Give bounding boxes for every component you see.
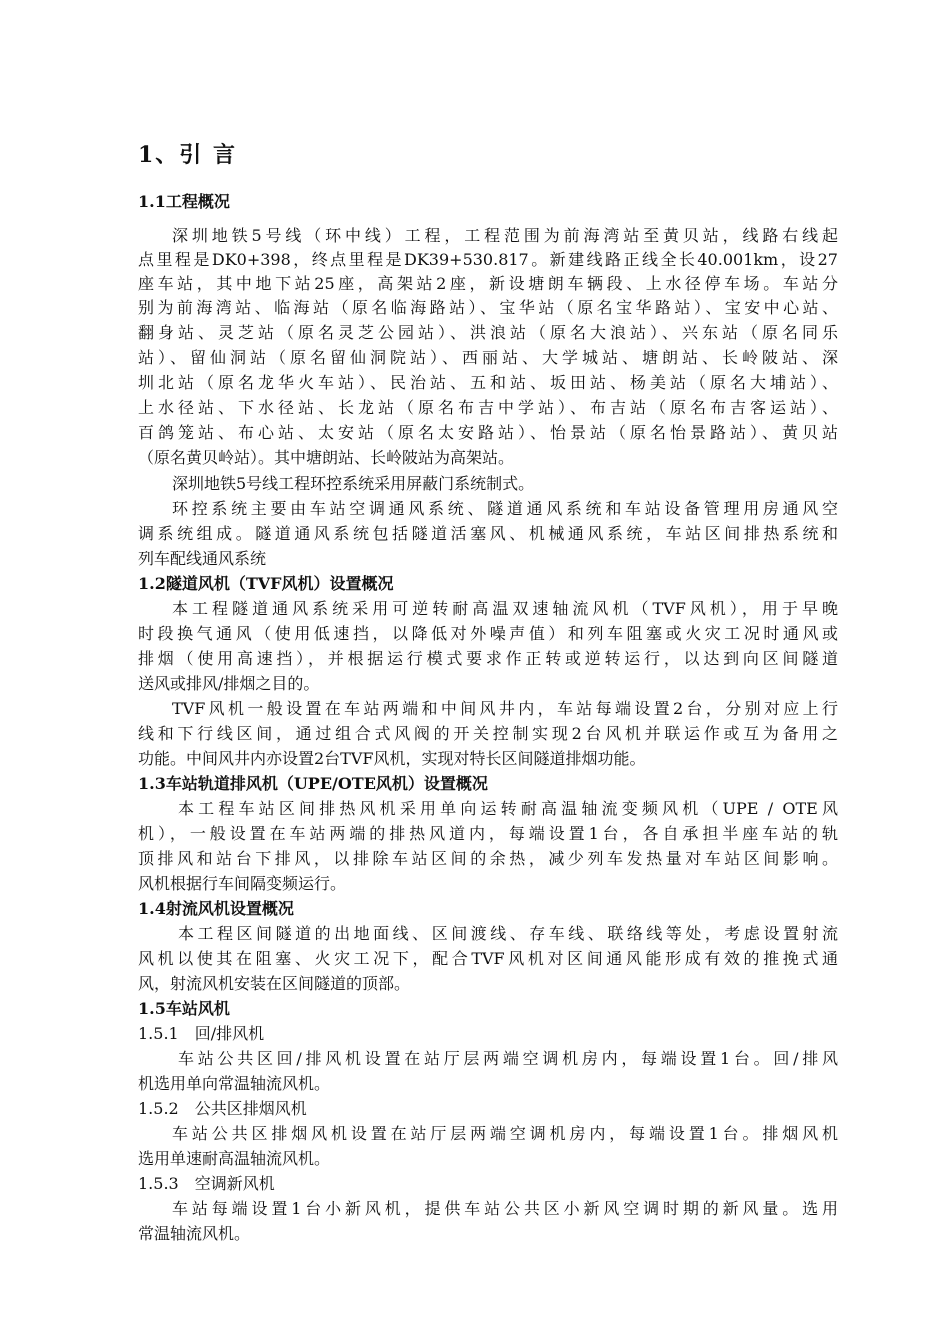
- text-line: 深圳地铁5号线（环中线）工程，工程范围为前海湾站至黄贝站，线路右线起: [172, 226, 838, 245]
- text-line: 调系统组成。隧道通风系统包括隧道活塞风、机械通风系统，车站区间排热系统和: [138, 524, 838, 543]
- text-line: 送风或排风/排烟之目的。: [138, 674, 320, 693]
- text-line: 1.5.2 公共区排烟风机: [138, 1099, 307, 1118]
- text-line: 机选用单向常温轴流风机。: [138, 1074, 331, 1093]
- section-heading: 1.1工程概况: [138, 192, 230, 211]
- text-line: 风，射流风机安装在区间隧道的顶部。: [138, 974, 411, 993]
- text-line: 深圳地铁5号线工程环控系统采用屏蔽门系统制式。: [172, 474, 535, 493]
- text-line: 本工程隧道通风系统采用可逆转耐高温双速轴流风机（TVF风机），用于早晚: [172, 599, 838, 618]
- text-line: 车站公共区回/排风机设置在站厅层两端空调机房内，每端设置1台。回/排风: [178, 1049, 838, 1068]
- text-line: 本工程区间隧道的出地面线、区间渡线、存车线、联络线等处，考虑设置射流: [178, 924, 838, 943]
- text-line: 风机根据行车间隔变频运行。: [138, 874, 347, 893]
- text-line: 车站公共区排烟风机设置在站厅层两端空调机房内，每端设置1台。排烟风机: [172, 1124, 838, 1143]
- text-line: 列车配线通风系统: [138, 549, 267, 568]
- text-line: 时段换气通风（使用低速挡，以降低对外噪声值）和列车阻塞或火灾工况时通风或: [138, 624, 838, 643]
- text-line: 选用单速耐高温轴流风机。: [138, 1149, 331, 1168]
- section-heading: 1.5车站风机: [138, 999, 230, 1018]
- text-line: 常温轴流风机。: [138, 1224, 251, 1243]
- text-line: 座车站，其中地下站25座，高架站2座，新设塘朗车辆段、上水径停车场。车站分: [138, 274, 838, 293]
- chapter-heading: 1、引 言: [138, 142, 237, 168]
- text-line: 排烟（使用高速挡），并根据运行模式要求作正转或逆转运行，以达到向区间隧道: [138, 649, 838, 668]
- text-line: 上水径站、下水径站、长龙站（原名布吉中学站）、布吉站（原名布吉客运站）、: [138, 398, 838, 417]
- text-line: 车站每端设置1台小新风机，提供车站公共区小新风空调时期的新风量。选用: [172, 1199, 838, 1218]
- text-line: TVF风机一般设置在车站两端和中间风井内，车站每端设置2台，分别对应上行: [172, 699, 838, 718]
- section-heading: 1.2隧道风机（TVF风机）设置概况: [138, 574, 394, 593]
- text-line: 风机以使其在阻塞、火灾工况下，配合TVF风机对区间通风能形成有效的推挽式通: [138, 949, 838, 968]
- text-line: 翻身站、灵芝站（原名灵芝公园站）、洪浪站（原名大浪站）、兴东站（原名同乐: [138, 323, 838, 342]
- text-line: 机），一般设置在车站两端的排热风道内，每端设置1台，各自承担半座车站的轨: [138, 824, 838, 843]
- text-line: 点里程是DK0+398，终点里程是DK39+530.817。新建线路正线全长40.001km，设27: [138, 250, 838, 269]
- section-heading: 1.4射流风机设置概况: [138, 899, 294, 918]
- text-line: （原名黄贝岭站）。其中塘朗站、长岭陂站为高架站。: [138, 448, 515, 467]
- text-line: 环控系统主要由车站空调通风系统、隧道通风系统和车站设备管理用房通风空: [172, 499, 838, 518]
- text-line: 圳北站（原名龙华火车站）、民治站、五和站、坂田站、杨美站（原名大埔站）、: [138, 373, 838, 392]
- text-line: 1.5.3 空调新风机: [138, 1174, 275, 1193]
- text-line: 线和下行线区间，通过组合式风阀的开关控制实现2台风机并联运作或互为备用之: [138, 724, 838, 743]
- text-line: 功能。中间风井内亦设置2台TVF风机，实现对特长区间隧道排烟功能。: [138, 749, 646, 768]
- text-line: 百鸽笼站、布心站、太安站（原名太安路站）、怡景站（原名怡景路站）、黄贝站: [138, 423, 838, 442]
- text-line: 1.5.1 回/排风机: [138, 1024, 265, 1043]
- text-line: 本工程车站区间排热风机采用单向运转耐高温轴流变频风机（UPE / OTE风: [178, 799, 838, 818]
- section-heading: 1.3车站轨道排风机（UPE/OTE风机）设置概况: [138, 774, 488, 793]
- text-line: 站）、留仙洞站（原名留仙洞院站）、西丽站、大学城站、塘朗站、长岭陂站、深: [138, 348, 838, 367]
- text-line: 别为前海湾站、临海站（原名临海路站）、宝华站（原名宝华路站）、宝安中心站、: [138, 298, 838, 317]
- text-line: 顶排风和站台下排风，以排除车站区间的余热，减少列车发热量对车站区间影响。: [138, 849, 838, 868]
